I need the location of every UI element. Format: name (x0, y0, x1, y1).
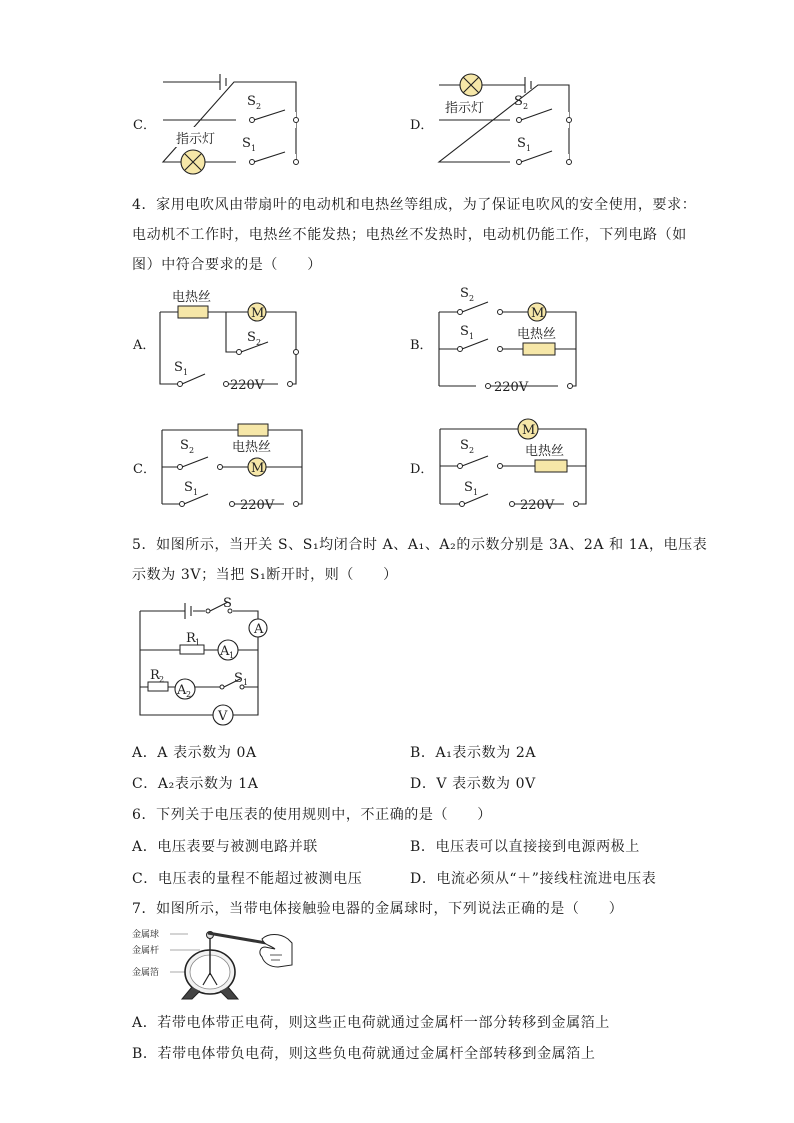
svg-text:1: 1 (193, 488, 199, 497)
svg-text:R: R (150, 668, 160, 683)
svg-text:1: 1 (473, 488, 479, 497)
svg-text:1: 1 (243, 678, 249, 687)
svg-text:金属箔: 金属箔 (132, 968, 160, 978)
svg-text:220V: 220V (520, 498, 555, 513)
svg-text:2: 2 (159, 675, 165, 684)
indicator-label: 指示灯 (445, 101, 485, 116)
svg-text:S: S (242, 136, 251, 151)
resistor-r1 (180, 645, 204, 654)
svg-text:1: 1 (229, 651, 235, 660)
svg-text:S: S (514, 94, 523, 109)
q4-circuit-b (430, 285, 590, 400)
svg-text:1: 1 (183, 368, 189, 377)
svg-text:S: S (460, 324, 469, 339)
q4-circuit-c (150, 415, 310, 520)
q3-circuit-d (430, 65, 580, 170)
q3-circuit-c (150, 65, 310, 170)
svg-text:S: S (517, 136, 526, 151)
svg-text:金属球: 金属球 (132, 930, 160, 940)
svg-text:A: A (254, 622, 264, 637)
svg-text:电热丝: 电热丝 (525, 444, 565, 459)
svg-text:2: 2 (469, 294, 475, 303)
q5-option-a[interactable]: A．A 表示数为 0A (132, 745, 257, 761)
svg-text:A: A (220, 644, 230, 659)
svg-text:2: 2 (523, 102, 529, 111)
q4-option-d-label[interactable]: D． (410, 462, 434, 477)
q6-option-c[interactable]: C．电压表的量程不能超过被测电压 (132, 871, 363, 887)
svg-text:1: 1 (195, 638, 201, 647)
svg-text:1: 1 (526, 144, 532, 153)
q4-circuit-a (150, 285, 310, 395)
svg-text:M: M (251, 461, 265, 476)
indicator-lamp (460, 74, 482, 96)
q4-stem-line1: 4．家用电吹风由带扇叶的电动机和电热丝等组成，为了保证电吹风的安全使用，要求： (132, 197, 697, 213)
q5-stem-line1: 5．如图所示，当开关 S、S₁均闭合时 A、A₁、A₂的示数分别是 3A、2A 和 1A，电压表 (132, 537, 708, 553)
q7-option-b[interactable]: B．若带电体带负电荷，则这些负电荷就通过金属杆全部转移到金属箔上 (132, 1046, 596, 1062)
q3-option-c-label[interactable]: C． (133, 118, 156, 133)
svg-text:M: M (251, 306, 265, 321)
svg-text:S: S (464, 480, 473, 495)
svg-text:R: R (186, 631, 196, 646)
q5-option-c[interactable]: C．A₂表示数为 1A (132, 776, 259, 792)
q6-option-b[interactable]: B．电压表可以直接接到电源两极上 (410, 839, 640, 855)
svg-text:M: M (531, 306, 545, 321)
svg-text:S: S (247, 330, 256, 345)
svg-text:220V: 220V (240, 498, 275, 513)
q5-circuit-figure (130, 595, 270, 725)
svg-text:S: S (184, 480, 193, 495)
q6-stem: 6．下列关于电压表的使用规则中，不正确的是（ ） (132, 807, 492, 823)
svg-text:电热丝: 电热丝 (172, 290, 212, 305)
heating-wire (535, 460, 567, 472)
indicator-lamp (181, 150, 205, 174)
q7-electroscope-figure (130, 925, 295, 1003)
svg-text:2: 2 (186, 690, 192, 699)
heating-wire (178, 306, 208, 318)
svg-text:220V: 220V (230, 378, 265, 393)
q7-option-a[interactable]: A．若带电体带正电荷，则这些正电荷就通过金属杆一部分转移到金属箔上 (132, 1015, 610, 1031)
q4-stem-line3: 图）中符合要求的是（ ） (132, 257, 322, 273)
q4-option-c-label[interactable]: C． (133, 462, 156, 477)
svg-text:S: S (460, 438, 469, 453)
q4-option-a-label[interactable]: A． (133, 338, 156, 353)
svg-text:S: S (180, 438, 189, 453)
heating-wire (523, 343, 555, 355)
q3-option-d-label[interactable]: D． (410, 118, 434, 133)
svg-text:电热丝: 电热丝 (517, 327, 557, 342)
q6-option-a[interactable]: A．电压表要与被测电路并联 (132, 839, 318, 855)
svg-text:1: 1 (251, 144, 257, 153)
svg-text:S: S (460, 286, 469, 301)
svg-text:金属杆: 金属杆 (132, 946, 160, 956)
svg-text:M: M (522, 423, 536, 438)
svg-text:2: 2 (469, 446, 475, 455)
svg-text:2: 2 (256, 102, 262, 111)
q7-stem: 7．如图所示，当带电体接触验电器的金属球时，下列说法正确的是（ ） (132, 901, 624, 917)
svg-text:2: 2 (189, 446, 195, 455)
svg-text:A: A (177, 683, 187, 698)
svg-text:S: S (223, 596, 232, 611)
q6-option-d[interactable]: D．电流必须从“＋”接线柱流进电压表 (410, 871, 657, 887)
svg-text:电热丝: 电热丝 (232, 440, 272, 455)
q4-option-b-label[interactable]: B． (410, 338, 433, 353)
q4-stem-line2: 电动机不工作时，电热丝不能发热；电热丝不发热时，电动机仍能工作，下列电路（如 (132, 227, 687, 243)
svg-text:S: S (247, 94, 256, 109)
svg-text:V: V (218, 709, 228, 724)
svg-text:S: S (234, 671, 243, 686)
svg-text:220V: 220V (494, 380, 529, 395)
q5-stem-line2: 示数为 3V；当把 S₁断开时，则（ ） (132, 567, 398, 583)
svg-text:S: S (174, 360, 183, 375)
q4-circuit-d (430, 412, 595, 520)
svg-text:1: 1 (469, 332, 475, 341)
heating-wire (238, 424, 268, 436)
q5-option-d[interactable]: D．V 表示数为 0V (410, 776, 536, 792)
svg-text:2: 2 (256, 338, 262, 347)
indicator-label: 指示灯 (176, 132, 216, 147)
hand (260, 935, 292, 968)
resistor-r2 (148, 682, 168, 691)
q5-option-b[interactable]: B．A₁表示数为 2A (410, 745, 537, 761)
